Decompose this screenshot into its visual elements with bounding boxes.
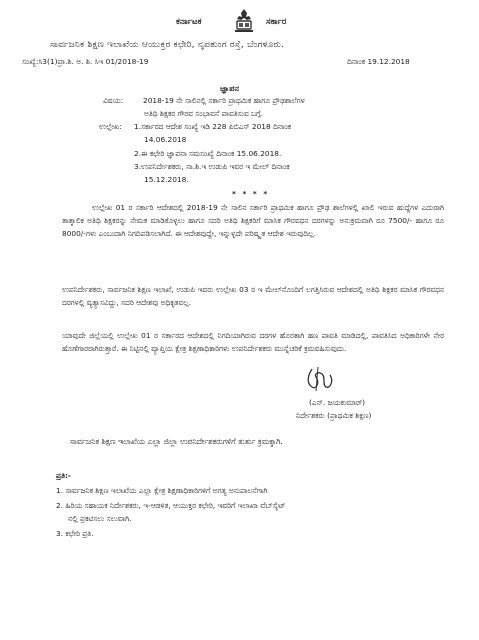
body-paragraph-2: ಉಪನಿರ್ದೇಶಕರು, ಸಾರ್ವಜನಿಕ ಶಿಕ್ಷಣ ಇಲಾಖೆ, ಉಡುಪಿ ಇವರು ಉಲ್ಲೇಖ 03 ರ ಇ ಮೇಲ್‌ನೊಂದಿಗೆ ಲಗತ್ತಿಸಿರುವ ಆದೇಶದಲ್ಲಿ ಅತಿಥಿ ಶಿಕ್ಷಕರ ಮಾಸಿಕ ಗೌರವಧನ ದರಗಳಲ್ಲಿ ವ್ಯತ್ಯಾಸವಿದ್ದು, ಸದರಿ ಆದೇಶವು ಅಧಿಕೃತವಲ್ಲ.	[62, 285, 444, 307]
subject-line-1: 2018-19 ನೇ ಸಾಲಿನಲ್ಲಿ ಸರ್ಕಾರಿ ಪ್ರಾಥಮಿಕ ಹಾಗೂ ಪ್ರೌಢಶಾಲೆಗಳ	[143, 96, 305, 105]
letterhead-right-word: ಸರ್ಕಾರ	[266, 17, 287, 27]
copy-item-2-line-2: ನಲ್ಲಿ ಪ್ರಕಟಿಸಲು ಸಲುವಾಗಿ.	[68, 514, 132, 523]
addressee-line: ಸಾರ್ವಜನಿಕ ಶಿಕ್ಷಣ ಇಲಾಖೆಯ ಎಲ್ಲಾ ಜಿಲ್ಲಾ ಉಪನಿರ್ದೇಶಕರುಗಳಿಗೆ ತುರ್ತು ಕ್ರಮಕ್ಕಾಗಿ.	[70, 437, 283, 446]
office-address: ಸಾರ್ವಜನಿಕ ಶಿಕ್ಷಣ ಇಲಾಖೆಯ ಆಯುಕ್ತರ ಕಛೇರಿ, ನೃಪತುಂಗ ರಸ್ತೆ, ಬೆಂಗಳೂರು.	[50, 40, 285, 50]
notice-heading: ಜ್ಞಾಪನ	[220, 84, 239, 93]
letterhead-left-word: ಕರ್ನಾಟಕ	[176, 17, 202, 27]
subject-label: ವಿಷಯ:	[103, 96, 124, 105]
signatory-designation: ನಿರ್ದೇಶಕರು (ಪ್ರಾಥಮಿಕ ಶಿಕ್ಷಣ)	[296, 411, 372, 420]
references-label: ಉಲ್ಲೇಖ:	[99, 122, 122, 131]
signatory-name: (ಎಸ್. ಜಯಕುಮಾರ್)	[309, 398, 366, 407]
copy-item-1: 1. ಸಾರ್ವಜನಿಕ ಶಿಕ್ಷಣ ಇಲಾಖೆಯ ಎಲ್ಲಾ ಕ್ಷೇತ್ರ ಶಿಕ್ಷಣಾಧಿಕಾರಿಗಳಿಗೆ ಅಗತ್ಯ ಅನುಪಾಲನೆಗಾಗಿ	[56, 486, 268, 495]
body-paragraph-1: ಉಲ್ಲೇಖ 01 ರ ಸರ್ಕಾರಿ ಆದೇಶದಲ್ಲಿ 2018-19 ನೇ ಸಾಲಿನ ಸರ್ಕಾರಿ ಪ್ರಾಥಮಿಕ ಹಾಗೂ ಪ್ರೌಢ ಶಾಲೆಗಳಲ್ಲಿ ಖಾಲಿ ಇರುವ ಹುದ್ದೆಗಳ ಎದುರಾಗಿ ತಾತ್ಕಾಲಿಕ ಅತಿಥಿ ಶಿಕ್ಷಕರನ್ನು ನೇಮಕ ಮಾಡಿಕೊಳ್ಳಲು ಹಾಗೂ ಸದರಿ ಅತಿಥಿ ಶಿಕ್ಷಕರಿಗೆ ಮಾಸಿಕ ಗೌರವಧನ ದರಗಳನ್ನು ಅನುಕ್ರಮವಾಗಿ ರೂ 7500/- ಹಾಗೂ ರೂ 8000/-ಗಳು ಎಂಬುದಾಗಿ ನಿಗದಿಪಡಿಸಲಾಗಿದೆ. ಈ ಆದೇಶವುದ್ದೇ, ಇನ್ನುಳ್ಳದೇ ಪರಿಷ್ಕೃತ ಆದೇಶ ಇರುವುದಿಲ್ಲ.	[62, 203, 444, 238]
reference-number: ಸಂಖ್ಯೆ:ಸಿ3(1)ಪ್ರಾ.ಶಿ. ಅ. ಶಿ. ಸಿಇ 01/2018-19	[22, 57, 149, 66]
handwritten-signature	[300, 365, 340, 393]
reference-3-line-1: 3.ಉಪನಿರ್ದೇಶಕರು, ಸಾ.ಶಿ.ಇ ಉಡುಪಿ ಇವರ ಇ ಮೇಲ್ ದಿನಾಂಕ	[134, 162, 290, 171]
copies-label: ಪ್ರತಿ:-	[56, 471, 72, 480]
copy-item-2-line-1: 2. ಹಿರಿಯ ಸಹಾಯಕ ನಿರ್ದೇಶಕರು, ಇ-ಆಡಳಿತ, ಆಯುಕ್ತರ ಕಛೇರಿ, ಇವರಿಗೆ ಇಲಾಖಾ ವೆಬ್‌ಸೈಟ್	[56, 501, 286, 510]
document-date: ದಿನಾಂಕ 19.12.2018	[347, 57, 410, 66]
reference-1-line-2: 14.06.2018	[144, 135, 187, 144]
reference-3-line-2: 15.12.2018.	[144, 175, 189, 184]
state-emblem-icon	[231, 8, 257, 34]
section-separator: * * * *	[232, 189, 270, 198]
subject-line-2: ಅತಿಥಿ ಶಿಕ್ಷಕರ ಗೌರವ ಸಂಭಾವನೆ ಪಾವತಿಸುವ ಬಗ್ಗೆ.	[144, 109, 264, 118]
reference-2: 2.ಈ ಕಛೇರಿ ಜ್ಞಾಪನಾ ಸಮಸಂಖ್ಯೆ ದಿನಾಂಕ 15.06.2018.	[134, 149, 282, 158]
copy-item-3: 3. ಕಛೇರಿ ಪ್ರತಿ.	[56, 529, 94, 538]
body-paragraph-3: ಯಾವುದೇ ಜಿಲ್ಲೆಯಲ್ಲಿ ಉಲ್ಲೇಖ 01 ರ ಸರ್ಕಾರದ ಆದೇಶದಲ್ಲಿ ನಿಗದಿಯಾಗಿರುವ ದರಗಳ ಹೊರತಾಗಿ ಹಣ ಪಾವತಿ ಮಾಡಿದಲ್ಲಿ, ಪಾವತಿಸಿದ ಅಧಿಕಾರಿಗಳೇ ನೇರ ಹೊಣೆಗಾರರಾಗಿರುತ್ತಾರೆ. ಈ ನಿಟ್ಟಿನಲ್ಲಿ ವ್ಯಾಪ್ತಿಯ ಕ್ಷೇತ್ರ ಶಿಕ್ಷಣಾಧಿಕಾರಿಗಳು ಉಪನಿರ್ದೇಶಕರು ಮುನ್ನೆಚರಿಕೆ ಕ್ರಮವಹಿಸುವುದು.	[62, 331, 444, 353]
reference-1-line-1: 1.ಸರ್ಕಾರದ ಆದೇಶ ಸಂಖ್ಯೆ ಇಡಿ 228 ಪಿಬಿಎಸ್ 2018 ದಿನಾಂಕ	[134, 122, 292, 131]
